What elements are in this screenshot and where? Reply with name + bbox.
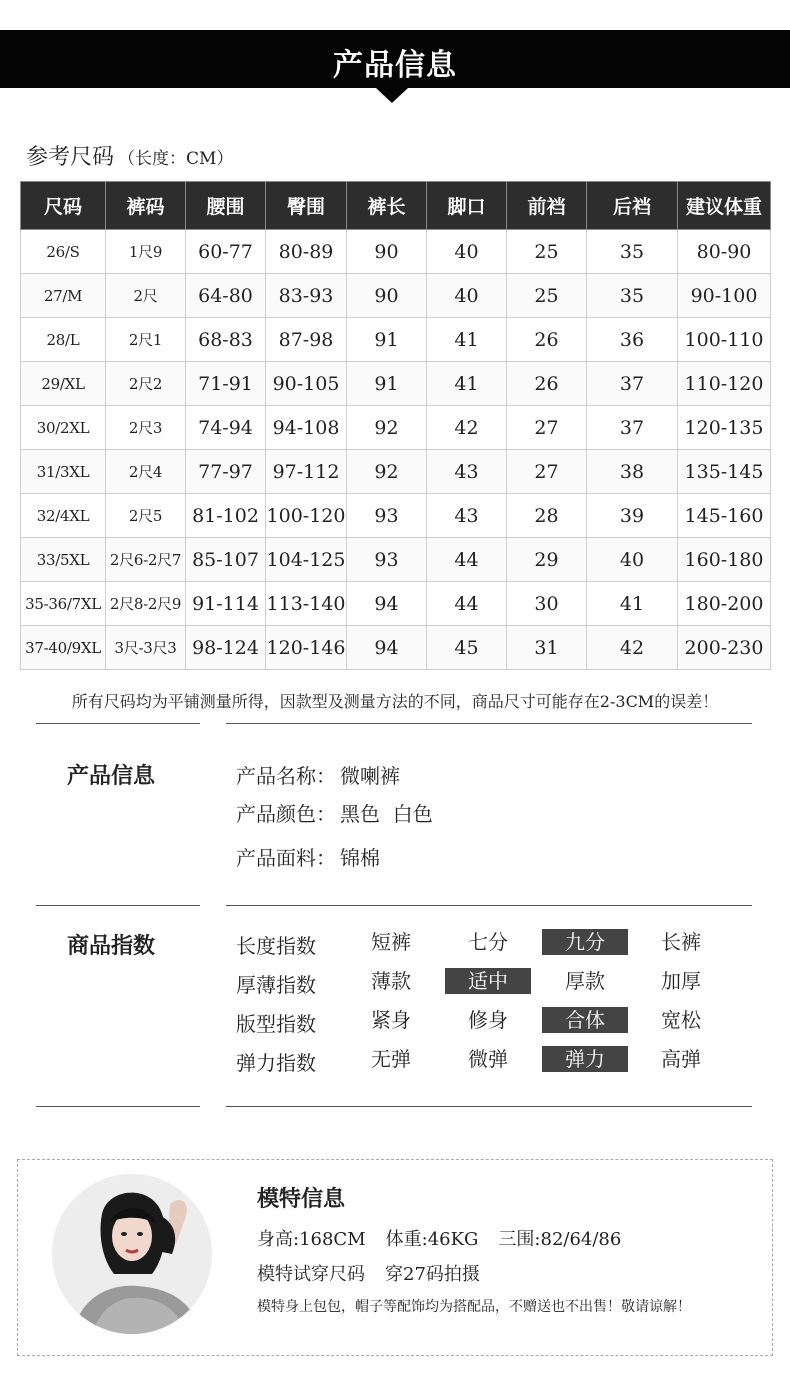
table-header-row [21, 182, 771, 230]
cell-hem: 42 [427, 406, 507, 450]
table-row [21, 318, 771, 362]
table-row [21, 406, 771, 450]
product-name-label: 产品名称： [236, 764, 336, 788]
index-option: 薄款 [371, 969, 411, 993]
size-section-title [26, 140, 233, 171]
cell-waist: 68-83 [186, 318, 266, 362]
cell-waist: 91-114 [186, 582, 266, 626]
divider-left-3 [36, 1106, 200, 1107]
cell-hip: 94-108 [266, 406, 347, 450]
cell-weight: 80-90 [678, 230, 771, 274]
cell-hip: 104-125 [266, 538, 347, 582]
cell-front-rise: 29 [507, 538, 587, 582]
divider-right-2 [226, 905, 752, 906]
cell-waist: 60-77 [186, 230, 266, 274]
col-header-hip: 臀围 [266, 182, 347, 230]
cell-waist: 81-102 [186, 494, 266, 538]
cell-back-rise: 36 [587, 318, 678, 362]
cell-pants-size: 2尺1 [106, 318, 186, 362]
col-header-weight: 建议体重 [678, 182, 771, 230]
model-size-label: 模特试穿尺码 [257, 1264, 365, 1285]
cell-front-rise: 31 [507, 626, 587, 670]
col-header-waist: 腰围 [186, 182, 266, 230]
cell-pants-size: 2尺2 [106, 362, 186, 406]
cell-weight: 110-120 [678, 362, 771, 406]
product-color-label: 产品颜色： [236, 802, 336, 826]
model-height: 身高:168CM [257, 1229, 366, 1250]
cell-hem: 43 [427, 450, 507, 494]
cell-waist: 98-124 [186, 626, 266, 670]
index-option: 短裤 [371, 930, 411, 954]
cell-hem: 45 [427, 626, 507, 670]
index-label: 厚薄指数 [236, 973, 316, 997]
index-option-selected: 适中 [445, 968, 531, 994]
cell-length: 91 [347, 362, 427, 406]
index-option: 长裤 [661, 930, 701, 954]
cell-hem: 41 [427, 362, 507, 406]
table-row [21, 274, 771, 318]
cell-front-rise: 27 [507, 450, 587, 494]
cell-hip: 100-120 [266, 494, 347, 538]
cell-hip: 97-112 [266, 450, 347, 494]
cell-front-rise: 30 [507, 582, 587, 626]
cell-hip: 120-146 [266, 626, 347, 670]
model-stats-line [257, 1225, 641, 1251]
model-avatar [52, 1174, 212, 1334]
cell-size: 29/XL [21, 362, 106, 406]
model-measurements: 三围:82/64/86 [498, 1229, 622, 1250]
index-option-selected: 合体 [542, 1007, 628, 1033]
cell-front-rise: 28 [507, 494, 587, 538]
product-name-value: 微喇裤 [340, 764, 400, 788]
product-color-line [236, 798, 433, 827]
table-row [21, 538, 771, 582]
index-label: 弹力指数 [236, 1051, 316, 1075]
size-title-text: 参考尺码 [26, 145, 115, 170]
cell-hip: 90-105 [266, 362, 347, 406]
col-header-back-rise: 后裆 [587, 182, 678, 230]
col-header-size: 尺码 [21, 182, 106, 230]
cell-pants-size: 2尺4 [106, 450, 186, 494]
index-option: 修身 [468, 1008, 508, 1032]
cell-hem: 44 [427, 538, 507, 582]
cell-front-rise: 26 [507, 362, 587, 406]
table-body [21, 230, 771, 670]
index-label: 版型指数 [236, 1012, 316, 1036]
cell-size: 30/2XL [21, 406, 106, 450]
measurement-note: 所有尺码均为平铺测量所得，因款型及测量方法的不同，商品尺寸可能存在2-3CM的误差！ [71, 692, 719, 711]
cell-hem: 40 [427, 230, 507, 274]
cell-size: 32/4XL [21, 494, 106, 538]
product-fabric-line [236, 842, 380, 871]
cell-pants-size: 2尺8-2尺9 [106, 582, 186, 626]
cell-hem: 40 [427, 274, 507, 318]
size-table [20, 181, 771, 670]
cell-hip: 80-89 [266, 230, 347, 274]
divider-left-1 [36, 723, 200, 724]
index-option-selected: 九分 [542, 929, 628, 955]
index-option: 紧身 [371, 1008, 411, 1032]
cell-pants-size: 1尺9 [106, 230, 186, 274]
product-info-title: 产品信息 [67, 763, 156, 789]
table-row [21, 230, 771, 274]
cell-length: 93 [347, 494, 427, 538]
cell-pants-size: 2尺6-2尺7 [106, 538, 186, 582]
cell-front-rise: 25 [507, 274, 587, 318]
divider-right-3 [226, 1106, 752, 1107]
cell-pants-size: 2尺5 [106, 494, 186, 538]
table-row [21, 582, 771, 626]
cell-weight: 135-145 [678, 450, 771, 494]
model-info-title: 模特信息 [257, 1186, 346, 1212]
model-photo-icon [52, 1174, 212, 1334]
cell-front-rise: 26 [507, 318, 587, 362]
cell-waist: 64-80 [186, 274, 266, 318]
cell-waist: 71-91 [186, 362, 266, 406]
cell-pants-size: 3尺-3尺3 [106, 626, 186, 670]
index-option: 七分 [468, 930, 508, 954]
cell-weight: 160-180 [678, 538, 771, 582]
cell-weight: 200-230 [678, 626, 771, 670]
cell-hip: 87-98 [266, 318, 347, 362]
cell-size: 27/M [21, 274, 106, 318]
divider-left-2 [36, 905, 200, 906]
cell-back-rise: 42 [587, 626, 678, 670]
cell-pants-size: 2尺3 [106, 406, 186, 450]
col-header-pants-size: 裤码 [106, 182, 186, 230]
table-row [21, 450, 771, 494]
cell-back-rise: 35 [587, 274, 678, 318]
cell-back-rise: 39 [587, 494, 678, 538]
cell-back-rise: 37 [587, 362, 678, 406]
index-option: 加厚 [661, 969, 701, 993]
cell-size: 31/3XL [21, 450, 106, 494]
cell-size: 33/5XL [21, 538, 106, 582]
table-row [21, 362, 771, 406]
table-row [21, 626, 771, 670]
cell-weight: 100-110 [678, 318, 771, 362]
col-header-front-rise: 前裆 [507, 182, 587, 230]
col-header-length: 裤长 [347, 182, 427, 230]
cell-length: 94 [347, 582, 427, 626]
cell-pants-size: 2尺 [106, 274, 186, 318]
index-option: 宽松 [661, 1008, 701, 1032]
model-weight: 体重:46KG [385, 1229, 479, 1250]
cell-weight: 145-160 [678, 494, 771, 538]
cell-waist: 77-97 [186, 450, 266, 494]
cell-size: 26/S [21, 230, 106, 274]
header-banner [0, 30, 790, 88]
cell-back-rise: 37 [587, 406, 678, 450]
index-option: 厚款 [565, 969, 605, 993]
index-section-title: 商品指数 [67, 933, 156, 959]
divider-right-1 [226, 723, 752, 724]
product-color-value: 黑色 白色 [340, 802, 433, 826]
size-unit: （长度：CM） [118, 149, 234, 169]
cell-hem: 43 [427, 494, 507, 538]
model-size-value: 穿27码拍摄 [385, 1264, 480, 1285]
table-row [21, 494, 771, 538]
banner-arrow [376, 88, 408, 103]
cell-waist: 74-94 [186, 406, 266, 450]
cell-front-rise: 27 [507, 406, 587, 450]
col-header-hem: 脚口 [427, 182, 507, 230]
index-label: 长度指数 [236, 934, 316, 958]
cell-back-rise: 40 [587, 538, 678, 582]
cell-back-rise: 38 [587, 450, 678, 494]
cell-back-rise: 35 [587, 230, 678, 274]
model-size-line [257, 1260, 480, 1286]
product-fabric-label: 产品面料： [236, 846, 336, 870]
cell-length: 92 [347, 406, 427, 450]
cell-waist: 85-107 [186, 538, 266, 582]
cell-length: 90 [347, 274, 427, 318]
index-option: 微弹 [468, 1047, 508, 1071]
cell-front-rise: 25 [507, 230, 587, 274]
model-disclaimer: 模特身上包包，帽子等配饰均为搭配品，不赠送也不出售！敬请谅解！ [257, 1299, 691, 1315]
cell-hem: 44 [427, 582, 507, 626]
cell-weight: 180-200 [678, 582, 771, 626]
cell-back-rise: 41 [587, 582, 678, 626]
product-name-line [236, 760, 400, 789]
index-option: 无弹 [371, 1047, 411, 1071]
product-fabric-value: 锦棉 [340, 846, 380, 870]
cell-length: 90 [347, 230, 427, 274]
cell-hip: 113-140 [266, 582, 347, 626]
cell-length: 91 [347, 318, 427, 362]
cell-weight: 90-100 [678, 274, 771, 318]
cell-hem: 41 [427, 318, 507, 362]
cell-size: 28/L [21, 318, 106, 362]
cell-size: 37-40/9XL [21, 626, 106, 670]
cell-length: 94 [347, 626, 427, 670]
index-option: 高弹 [661, 1047, 701, 1071]
cell-size: 35-36/7XL [21, 582, 106, 626]
cell-length: 93 [347, 538, 427, 582]
cell-length: 92 [347, 450, 427, 494]
index-option-selected: 弹力 [542, 1046, 628, 1072]
cell-weight: 120-135 [678, 406, 771, 450]
banner-title: 产品信息 [333, 48, 457, 83]
cell-hip: 83-93 [266, 274, 347, 318]
